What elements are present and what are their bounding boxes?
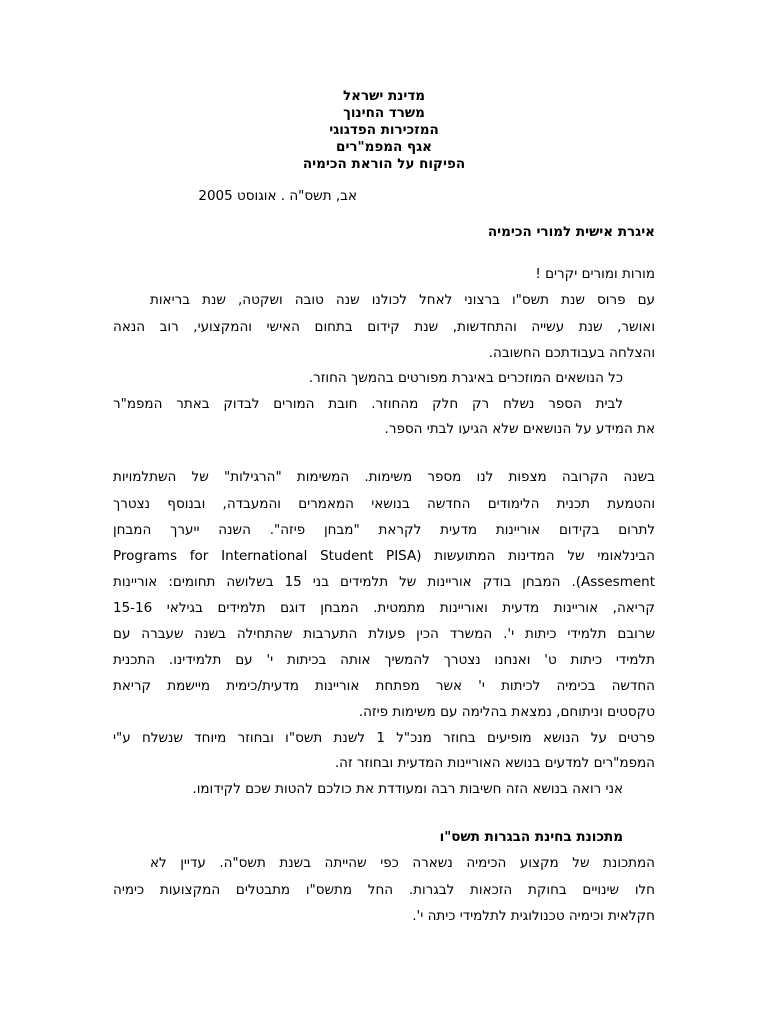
- paragraph-line: פרטים על הנושא מופיעים בחוזר מנכ"ל 1 לשנת תשס"ו ובחוזר מיוחד שנשלח ע"י: [113, 730, 655, 746]
- paragraph-line: אני רואה בנושא הזה חשיבות רבה ומעודדת את כולכם להטות שכם לקידומו.: [192, 781, 623, 797]
- paragraph-line: לבית הספר נשלח רק חלק מהחוזר. חובת המורים לבדוק באתר המפמ"ר: [113, 396, 623, 412]
- paragraph-line: לתרום בקידום אוריינות מדעית לקראת "מבחן פיזה". השנה ייערך המבחן: [113, 522, 655, 538]
- paragraph-line: תלמידי כיתות ט' ואנחנו נצטרך להמשיך אותה בכיתות י' עם תלמידינו. התכנית: [113, 652, 655, 668]
- header-state: מדינת ישראל: [342, 88, 426, 104]
- paragraph-line: קריאה, אוריינות מדעית ואוריינות מתמטית. המבחן דוגם תלמידים בגילאי 15-16: [113, 600, 655, 616]
- paragraph-line: החדשה בכימיה לכיתות י' אשר מפתחת אוריינות מדעית/כימית מיישמת קריאת: [113, 678, 655, 694]
- paragraph-line: הבינלאומי של המדינות המתועשות (Programs for International Student PISA: [113, 548, 655, 564]
- paragraph-line: כל הנושאים המוזכרים באיגרת מפורטים בהמשך החוזר.: [308, 370, 623, 386]
- header-supervision: הפיקוח על הוראת הכימיה: [302, 156, 466, 172]
- paragraph-line: ואושר, שנת עשייה והתחדשות, שנת קידום בתחום האישי והמקצועי, רוב הנאה: [113, 319, 655, 335]
- paragraph-line: את המידע על הנושאים שלא הגיעו לבתי הספר.: [384, 421, 655, 437]
- greeting: מורות ומורים יקרים !: [535, 266, 655, 282]
- paragraph-line: חקלאית וכימיה טכנולוגית לתלמידי כיתה י'.: [412, 908, 655, 924]
- paragraph-line: המתכונת של מקצוע הכימיה נשארה כפי שהייתה בשנת תשס"ה. עדיין לא: [150, 855, 655, 871]
- paragraph-line: המפמ"רים למדעים בנושא האוריינות המדעית ובחוזר זה.: [334, 755, 655, 771]
- paragraph-line: בשנה הקרובה מצפות לנו מספר משימות. המשימות "הרגילות" של השתלמויות: [113, 469, 655, 485]
- letter-date: אב, תשס"ה . אוגוסט 2005: [198, 188, 357, 204]
- paragraph-line: שרובם תלמידי כיתות י'. המשרד הכין פעולת התערבות שהתחילה בשנה שעברה עם: [113, 626, 655, 642]
- paragraph-line: והטמעת תכנית הלימודים החדשה בנושאי המאמרים והמעבדה, ובנוסף נצטרך: [113, 496, 655, 512]
- section-title: מתכונת בחינת הבגרות תשס"ו: [439, 829, 623, 845]
- header-ministry: משרד החינוך: [343, 105, 425, 121]
- paragraph-line: חלו שינויים בחוקת הזכאות לבגרות. החל מתשס"ו מתבטלים המקצועות כימיה: [113, 882, 655, 898]
- header-department: אגף המפמ"רים: [336, 139, 432, 155]
- header-secretariat: המזכירות הפדגוגי: [329, 122, 439, 138]
- paragraph-line: טקסטים וניתוחם, נמצאת בהלימה עם משימות פיזה.: [358, 704, 655, 720]
- letter-subject: איגרת אישית למורי הכימיה: [487, 224, 655, 240]
- paragraph-line: והצלחה בעבודתכם החשובה.: [488, 345, 655, 361]
- paragraph-line: עם פרוס שנת תשס"ו ברצוני לאחל לכולנו שנה טובה ושקטה, שנת בריאות: [150, 292, 655, 308]
- paragraph-line: Assesment). המבחן בודק אוריינות של תלמידים בני 15 בשלושה תחומים: אוריינות: [113, 574, 655, 590]
